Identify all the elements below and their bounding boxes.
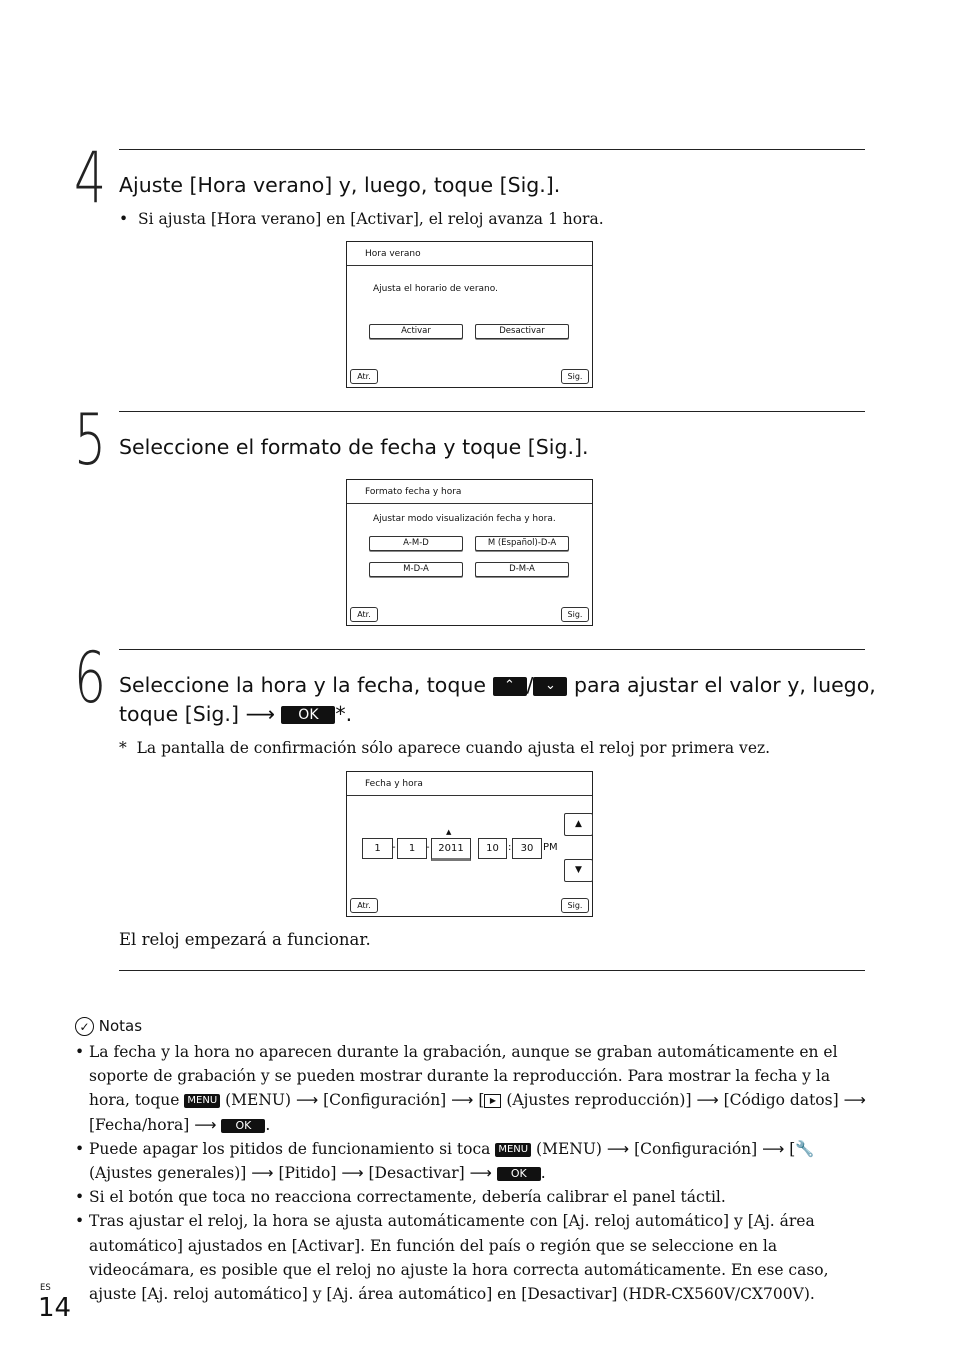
note2-text-b: (MENU) [536,1139,602,1158]
page-number: 14 [38,1293,72,1323]
ok-key-icon: OK [497,1167,541,1181]
screen-message: Ajusta el horario de verano. [373,284,498,294]
next-button[interactable]: Sig. [561,607,589,622]
menu-key-icon: MENU [495,1143,531,1157]
format-amd-button[interactable]: A-M-D [369,536,463,551]
back-button[interactable]: Atr. [350,369,378,384]
fecha-hora-screen [346,771,593,917]
arrow-right-icon: ⟶ [843,1091,866,1110]
ok-key-icon: OK [281,706,335,724]
hora-verano-screen [346,241,593,388]
note1-text-e: (Ajustes reproducción)] [506,1091,692,1110]
step-number-6: 6 [74,637,107,719]
arrow-right-icon: ⟶ [245,702,275,726]
menu-key-icon: MENU [184,1094,220,1108]
arrow-right-icon: ⟶ [469,1164,492,1183]
arrow-right-icon: ⟶ [194,1115,217,1134]
divider-step4 [119,149,865,150]
screen-divider [347,265,592,266]
note2-text-a: Puede apagar los pitidos de funcionamiento si toca [89,1139,491,1158]
step4-heading: Ajuste [Hora verano] y, luego, toque [Sig.]. [119,173,561,197]
note2-text-d: [ [789,1139,796,1158]
step6-heading-c: toque [Sig.] [119,702,239,726]
note2-text-g: [Desactivar] [368,1164,465,1183]
step6-result: El reloj empezará a funcionar. [119,930,371,949]
step5-heading: Seleccione el formato de fecha y toque [Sig.]. [119,435,589,459]
arrow-right-icon: ⟶ [696,1091,719,1110]
note3-text: Si el botón que toca no reacciona correctamente, debería calibrar el panel táctil. [89,1188,726,1207]
note2-text-f: [Pitido] [278,1164,337,1183]
arrow-right-icon: ⟶ [762,1139,785,1158]
back-button[interactable]: Atr. [350,607,378,622]
down-key-icon: ⌄ [533,677,567,696]
step6-footnote [119,738,770,758]
arrow-right-icon: ⟶ [451,1091,474,1110]
ok-key-icon: OK [221,1119,265,1133]
hour-field[interactable]: 10 [478,838,507,859]
language-code: ES [40,1283,51,1293]
activar-button[interactable]: Activar [369,324,463,339]
playback-icon: ▶ [484,1094,501,1108]
ampm-label: PM [543,842,558,853]
footnote-text: La pantalla de confirmación sólo aparece cuando ajusta el reloj por primera vez. [136,739,771,757]
note1-text-d: [ [478,1091,485,1110]
desactivar-button[interactable]: Desactivar [475,324,569,339]
screen-title: Formato fecha y hora [365,487,462,497]
note-item-1: • La fecha y la hora no aparecen durante la grabación, aunque se graban automáticamente en el soporte de grabación y se pueden mostrar durante la reproducción. Para mostrar la fecha y la hora, toque MENU (MENU) ⟶ [Configuración] ⟶ [ ▶ (Ajustes reproducción)] ⟶ [Código datos] ⟶ [Fecha/hora] ⟶ OK . [75,1040,870,1137]
format-mda-button[interactable]: M-D-A [369,562,463,577]
arrow-right-icon: ⟶ [251,1164,274,1183]
screen-divider [347,795,592,796]
note2-text-c: [Configuración] [634,1139,758,1158]
back-button[interactable]: Atr. [350,898,378,913]
step6-heading-line1: Seleccione la hora y la fecha, toque ⌃ / ⌄ para ajustar el valor y, luego, [119,673,876,697]
bullet-dot: • [75,1212,85,1231]
step6-heading-line2 [119,700,352,729]
down-button[interactable]: ▼ [564,859,593,882]
step6-heading-a: Seleccione la hora y la fecha, toque [119,673,486,697]
note1-text-f: [Código datos] [723,1091,839,1110]
divider-step5 [119,411,865,412]
divider-end [119,970,865,971]
date-separator: - [426,842,430,853]
notes-title: Notas [98,1017,143,1035]
notes-header [75,1016,142,1036]
divider-step6 [119,649,865,650]
arrow-right-icon: ⟶ [606,1139,630,1158]
notes-lightning-icon: ✓ [75,1017,94,1036]
next-button[interactable]: Sig. [561,898,589,913]
arrow-right-icon: ⟶ [341,1164,364,1183]
format-m-espanol-da-button[interactable]: M (Español)-D-A [475,536,569,551]
screen-title: Fecha y hora [365,779,423,789]
note-item-2: • Puede apagar los pitidos de funcionamiento si toca MENU (MENU) ⟶ [Configuración] ⟶ [🔧 (Ajustes generales)] ⟶ [Pitido] ⟶ [Desactivar] ⟶ OK . [75,1137,870,1185]
time-separator: : [508,842,512,853]
date-separator: - [392,842,396,853]
up-key-icon: ⌃ [493,677,527,696]
day-field[interactable]: 1 [397,838,427,859]
notes-list [75,1040,870,1306]
step6-heading-star: *. [335,702,353,726]
next-button[interactable]: Sig. [561,369,589,384]
footnote-mark: * [119,739,127,757]
bullet-dot: • [75,1139,85,1158]
note4-text: Tras ajustar el reloj, la hora se ajusta automáticamente con [Aj. reloj automático] y [Aj. área automático] ajustados en [Activar]. En función del país o región que se seleccione en la videocámara, es posible que el reloj no ajuste la hora correcta automáticamente. En ese caso, ajuste [Aj. reloj automático] y [Aj. área automático] en [Desactivar] (HDR-CX560V/CX700V). [89,1212,829,1304]
step6-heading-b: para ajustar el valor y, luego, [573,673,876,697]
selected-caret-icon: ▲ [446,828,452,836]
note2-text-e: (Ajustes generales)] [89,1164,247,1183]
bullet-dot: • [75,1188,85,1207]
wrench-icon: 🔧 [795,1139,815,1158]
screen-divider [347,503,592,504]
step4-bullet-text: Si ajusta [Hora verano] en [Activar], el reloj avanza 1 hora. [138,210,604,228]
minute-field[interactable]: 30 [512,838,542,859]
bullet-dot: • [75,1043,85,1061]
step-number-5: 5 [74,399,107,481]
note1-text-a: La fecha y la hora no aparecen durante la grabación, aunque se graban automáticamente en el soporte de grabación y se pueden mostrar durante la reproducción. Para mostrar la fecha y la hora, toque [89,1043,838,1110]
format-dma-button[interactable]: D-M-A [475,562,569,577]
step-number-4: 4 [74,137,107,219]
screen-message: Ajustar modo visualización fecha y hora. [373,514,556,524]
arrow-right-icon: ⟶ [295,1091,319,1110]
note-item-3 [75,1185,870,1209]
note1-text-c: [Configuración] [323,1091,447,1110]
year-field[interactable]: 2011 [431,838,471,861]
month-field[interactable]: 1 [362,838,393,859]
note-item-4 [75,1209,870,1306]
step4-bullet: • Si ajusta [Hora verano] en [Activar], el reloj avanza 1 hora. [119,210,604,228]
note1-text-g: [Fecha/hora] [89,1115,190,1134]
note1-text-b: (MENU) [225,1091,291,1110]
formato-fecha-screen [346,479,593,626]
screen-title: Hora verano [365,249,421,259]
up-button[interactable]: ▲ [564,813,593,836]
